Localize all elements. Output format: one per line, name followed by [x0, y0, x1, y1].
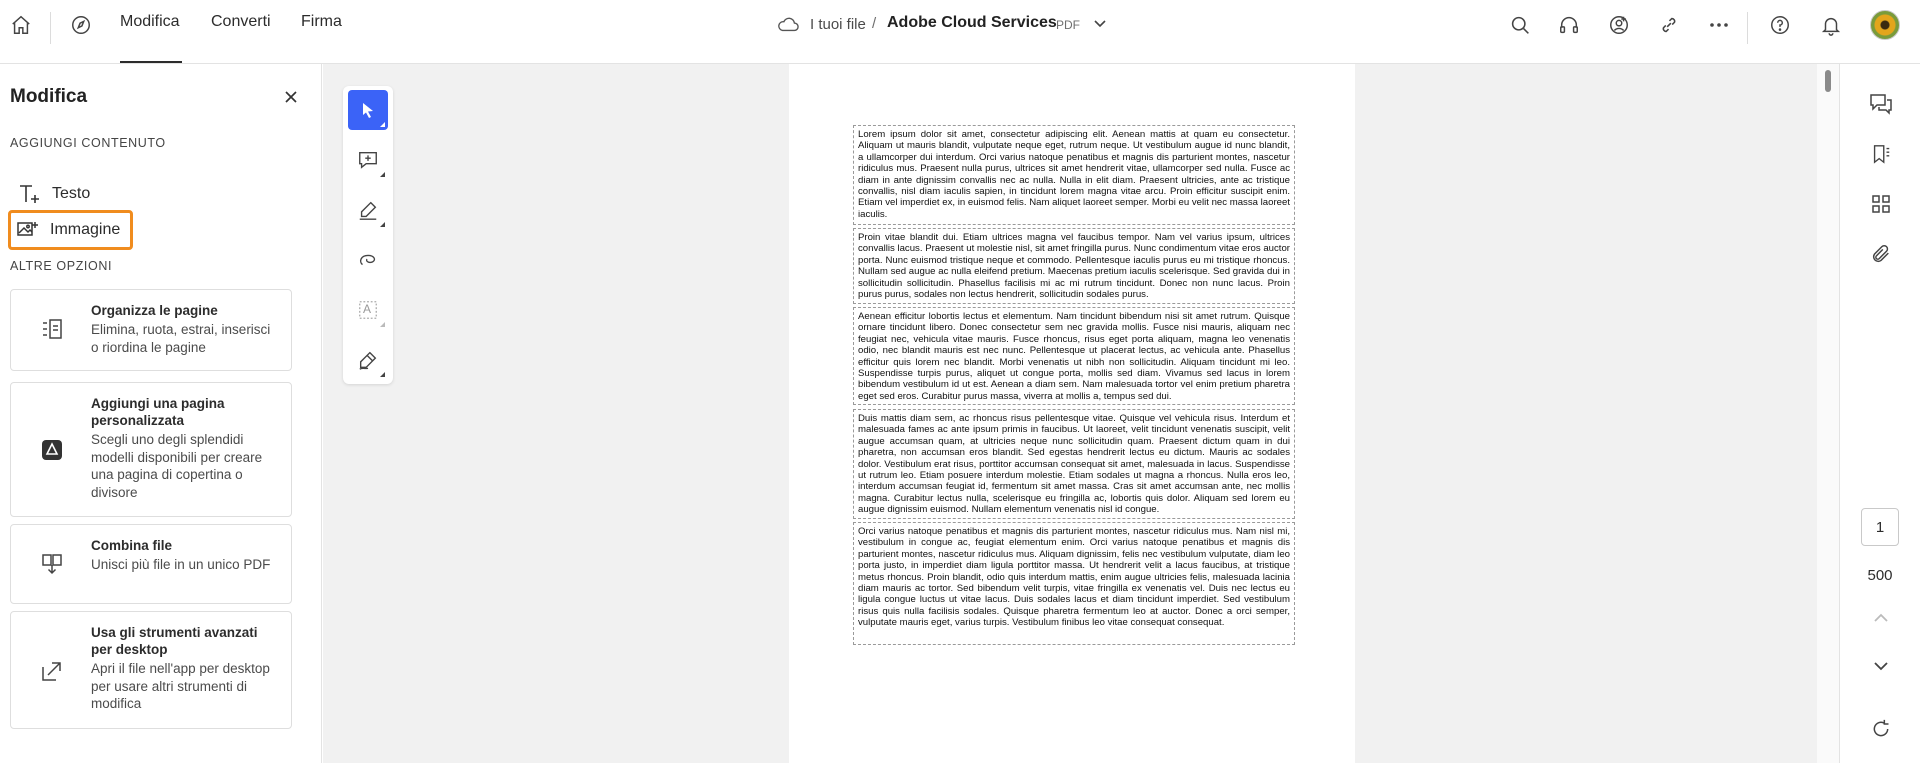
add-text-label: Testo [52, 185, 91, 202]
section-add-content: AGGIUNGI CONTENUTO [10, 136, 166, 150]
card-description: Unisci più file in un unico PDF [91, 557, 271, 572]
open-desktop-icon [39, 658, 65, 684]
close-icon[interactable] [282, 88, 300, 106]
top-bar [0, 0, 1920, 64]
add-image-button[interactable] [8, 210, 133, 250]
more-icon[interactable] [1706, 12, 1732, 38]
zoom-level[interactable]: 500 [1867, 567, 1893, 584]
card-desktop-tools[interactable] [10, 611, 292, 729]
add-comment-tool[interactable] [348, 140, 388, 180]
text-add-icon [16, 180, 44, 208]
edit-panel [0, 64, 322, 763]
select-tool[interactable] [348, 90, 388, 130]
text-paragraph[interactable]: Orci varius natoque penatibus et magnis dis parturient montes, nascetur ridiculus mus. Nam nisl mi, vestibulum in congue ac, feugiat elementum enim. Orci varius natoque penatibus et magnis dis parturient montes, nascetur ridiculus mus. Aliquam dignissim, felis nec vestibulum vulputate, diam leo porta justo, in imperdiet diam ligula porttitor massa. Ut hendrerit velit a lacus faucibus, at tristique metus rhoncus. Proin blandit, odio quis interdum mattis, enim augue ultricies felis, malesuada lacinia diam mauris ac tortor. Sed bibendum velit turpis, vitae fringilla ex venenatis vel. Duis nec lectus eu ligula congue luctus ut vitae lacus. Duis sodales lacus et diam tincidunt imperdiet. Sed vestibulum risus quis nulla facilisis sodales. Quisque pharetra fermentum leo at auctor. Donec a orci semper, vulputate mauris eget, varius turpis. Vestibulum finibus leo vitae consequat consequat. [853, 522, 1295, 645]
card-title: Aggiungi una pagina personalizzata [91, 396, 225, 428]
home-icon[interactable] [8, 12, 34, 38]
card-description: Apri il file nell'app per desktop per usare altri strumenti di modifica [91, 661, 270, 711]
share-user-icon[interactable] [1606, 12, 1632, 38]
chevron-down-icon[interactable] [1868, 653, 1894, 679]
scrollbar-thumb[interactable] [1825, 70, 1831, 92]
text-paragraph[interactable]: Duis mattis diam sem, ac rhoncus risus pellentesque vitae. Quisque vel vehicula risus. Interdum et malesuada fames ac ante ipsum primis in faucibus. Ut laoreet, velit tincidunt venenatis suscipit, velit augue accumsan quam, at ultricies neque nunc sollicitudin quam. Praesent dictum quam in dui pharetra, non accumsan eros blandit. Sed egestas hendrerit lectus eu dictum. Mauris ac sodales dolor. Vestibulum erat risus, porttitor accumsan consequat sit amet, malesuada in lacus. Suspendisse ut rutrum leo. Etiam posuere interdum molestie. Etiam sodales ut magna a rhoncus. Nulla eros leo, interdum accumsan feugiat id, fermentum sit amet massa. Cras sit amet accumsan ante, nec mollis magna. Curabitur lectus nulla, scelerisque eu fringilla ac, lobortis quis dolor. Aliquam sed lorem eu augue dignissim euismod. Nullam elementum venenatis nisl id congue. [853, 409, 1295, 519]
quick-tools-toolbar [343, 86, 393, 384]
panel-title: Modifica [10, 86, 88, 107]
cloud-icon [776, 13, 800, 35]
tab-modifica[interactable]: Modifica [120, 13, 180, 30]
vertical-scrollbar[interactable] [1817, 64, 1839, 763]
add-text-button[interactable] [10, 175, 90, 213]
thumbnails-icon[interactable] [1868, 191, 1894, 217]
text-paragraph[interactable]: Lorem ipsum dolor sit amet, consectetur adipiscing elit. Aenean mattis at quam eu consectetur. Aliquam ut mauris blandit, vulputate neque eget, rutrum neque. Ut vestibulum augue id nunc blandit, a ullamcorper dui interdum. Orci varius natoque penatibus et magnis dis parturient montes, nascetur ridiculus mus. Praesent nulla purus, ultrices sit amet hendrerit vitae, ullamcorper sed nulla. Fusce ac diam in ante dignissim convallis nec ac nulla. Nulla in elit diam. Praesent ultricies, ante ac tristique convallis, nisl diam iaculis sapien, in tincidunt lorem magna vitae arcu. Proin efficitur suscipit enim. Etiam vel imperdiet ex, in euismod felis. Nam aliquet laoreet semper. Morbi eu velit nec massa laoreet iaculis. [853, 125, 1295, 225]
section-other-options: ALTRE OPZIONI [10, 259, 113, 273]
document-title[interactable]: Adobe Cloud Services [887, 14, 1057, 31]
chevron-up-icon[interactable] [1868, 604, 1894, 630]
page-number-input[interactable]: 1 [1861, 508, 1899, 546]
card-title: Usa gli strumenti avanzati per desktop [91, 625, 258, 657]
file-type-badge: PDF [1056, 18, 1080, 32]
refresh-icon[interactable] [1868, 716, 1894, 742]
compass-icon[interactable] [68, 12, 94, 38]
add-image-label: Immagine [50, 221, 121, 238]
search-icon[interactable] [1507, 12, 1533, 38]
breadcrumb-separator: / [872, 15, 877, 32]
attachment-icon[interactable] [1868, 241, 1894, 267]
combine-files-icon [39, 551, 65, 577]
sign-tool[interactable] [348, 340, 388, 380]
comments-icon[interactable] [1868, 91, 1894, 117]
help-icon[interactable] [1767, 12, 1793, 38]
tab-firma[interactable]: Firma [301, 13, 342, 30]
breadcrumb-files[interactable]: I tuoi file [810, 16, 866, 33]
adobe-express-icon [39, 437, 65, 463]
card-title: Combina file [91, 538, 173, 553]
card-custom-page[interactable] [10, 382, 292, 517]
avatar[interactable] [1870, 10, 1900, 40]
card-combine-files[interactable] [10, 524, 292, 604]
image-add-icon [14, 216, 42, 244]
organize-pages-icon [39, 316, 65, 342]
card-description: Scegli uno degli splendidi modelli disponibili per creare una pagina di copertina o divisore [91, 432, 263, 500]
draw-tool[interactable] [348, 240, 388, 280]
text-box-tool[interactable]: A [348, 290, 388, 330]
card-title: Organizza le pagine [91, 303, 218, 318]
link-icon[interactable] [1656, 12, 1682, 38]
tab-converti[interactable]: Converti [211, 13, 271, 30]
chevron-down-icon[interactable] [1092, 16, 1108, 32]
card-organize-pages[interactable] [10, 289, 292, 371]
headset-icon[interactable] [1556, 12, 1582, 38]
text-paragraph[interactable]: Proin vitae blandit dui. Etiam ultrices magna vel faucibus tempor. Nam vel varius ipsum, ultrices convallis lacus. Praesent ut molestie nisl, sit amet fringilla purus. Nunc condimentum vitae eros auctor porta. Nunc euismod tristique neque et commodo. Pellentesque iaculis purus eu mi tristique rhoncus. Nullam sed augue ac nulla eleifend pretium. Maecenas pretium iaculis scelerisque. Sed gravida dui in sollicitudin sollicitudin. Phasellus facilisis mi ac mi rutrum tincidunt. Donec non nunc lacus. Proin purus purus, sodales non lectus hendrerit, sollicitudin sodales purus. [853, 228, 1295, 304]
highlight-tool[interactable] [348, 190, 388, 230]
bell-icon[interactable] [1818, 12, 1844, 38]
bookmark-icon[interactable] [1868, 141, 1894, 167]
text-paragraph[interactable]: Aenean efficitur lobortis lectus et elementum. Nam tincidunt bibendum nisi sit amet rutrum. Quisque ornare tincidunt libero. Donec consectetur sem nec gravida mollis. Fusce nisi mauris, aliquam nec feugiat nec, vehicula vitae mauris. Fusce rhoncus, risus eget porta aliquam, magna leo venenatis odio, nec blandit mauris est nec nunc. Pellentesque ut placerat lectus, ac vehicula ante. Phasellus efficitur quis lorem nec blandit. Morbi venenatis ut nibh non sollicitudin. Aliquam tincidunt mi leo. Suspendisse turpis purus, aliquet ut congue porta, mollis sed diam. Vivamus sed lacus in lorem bibendum vestibulum id ut est. Aenean a diam sem. Nam malesuada tortor vel enim pretium pharetra eget sed eros. Curabitur purus massa, viverra at mollis a, tempus sed dui. [853, 307, 1295, 405]
card-description: Elimina, ruota, estrai, inserisci o riordina le pagine [91, 322, 271, 355]
